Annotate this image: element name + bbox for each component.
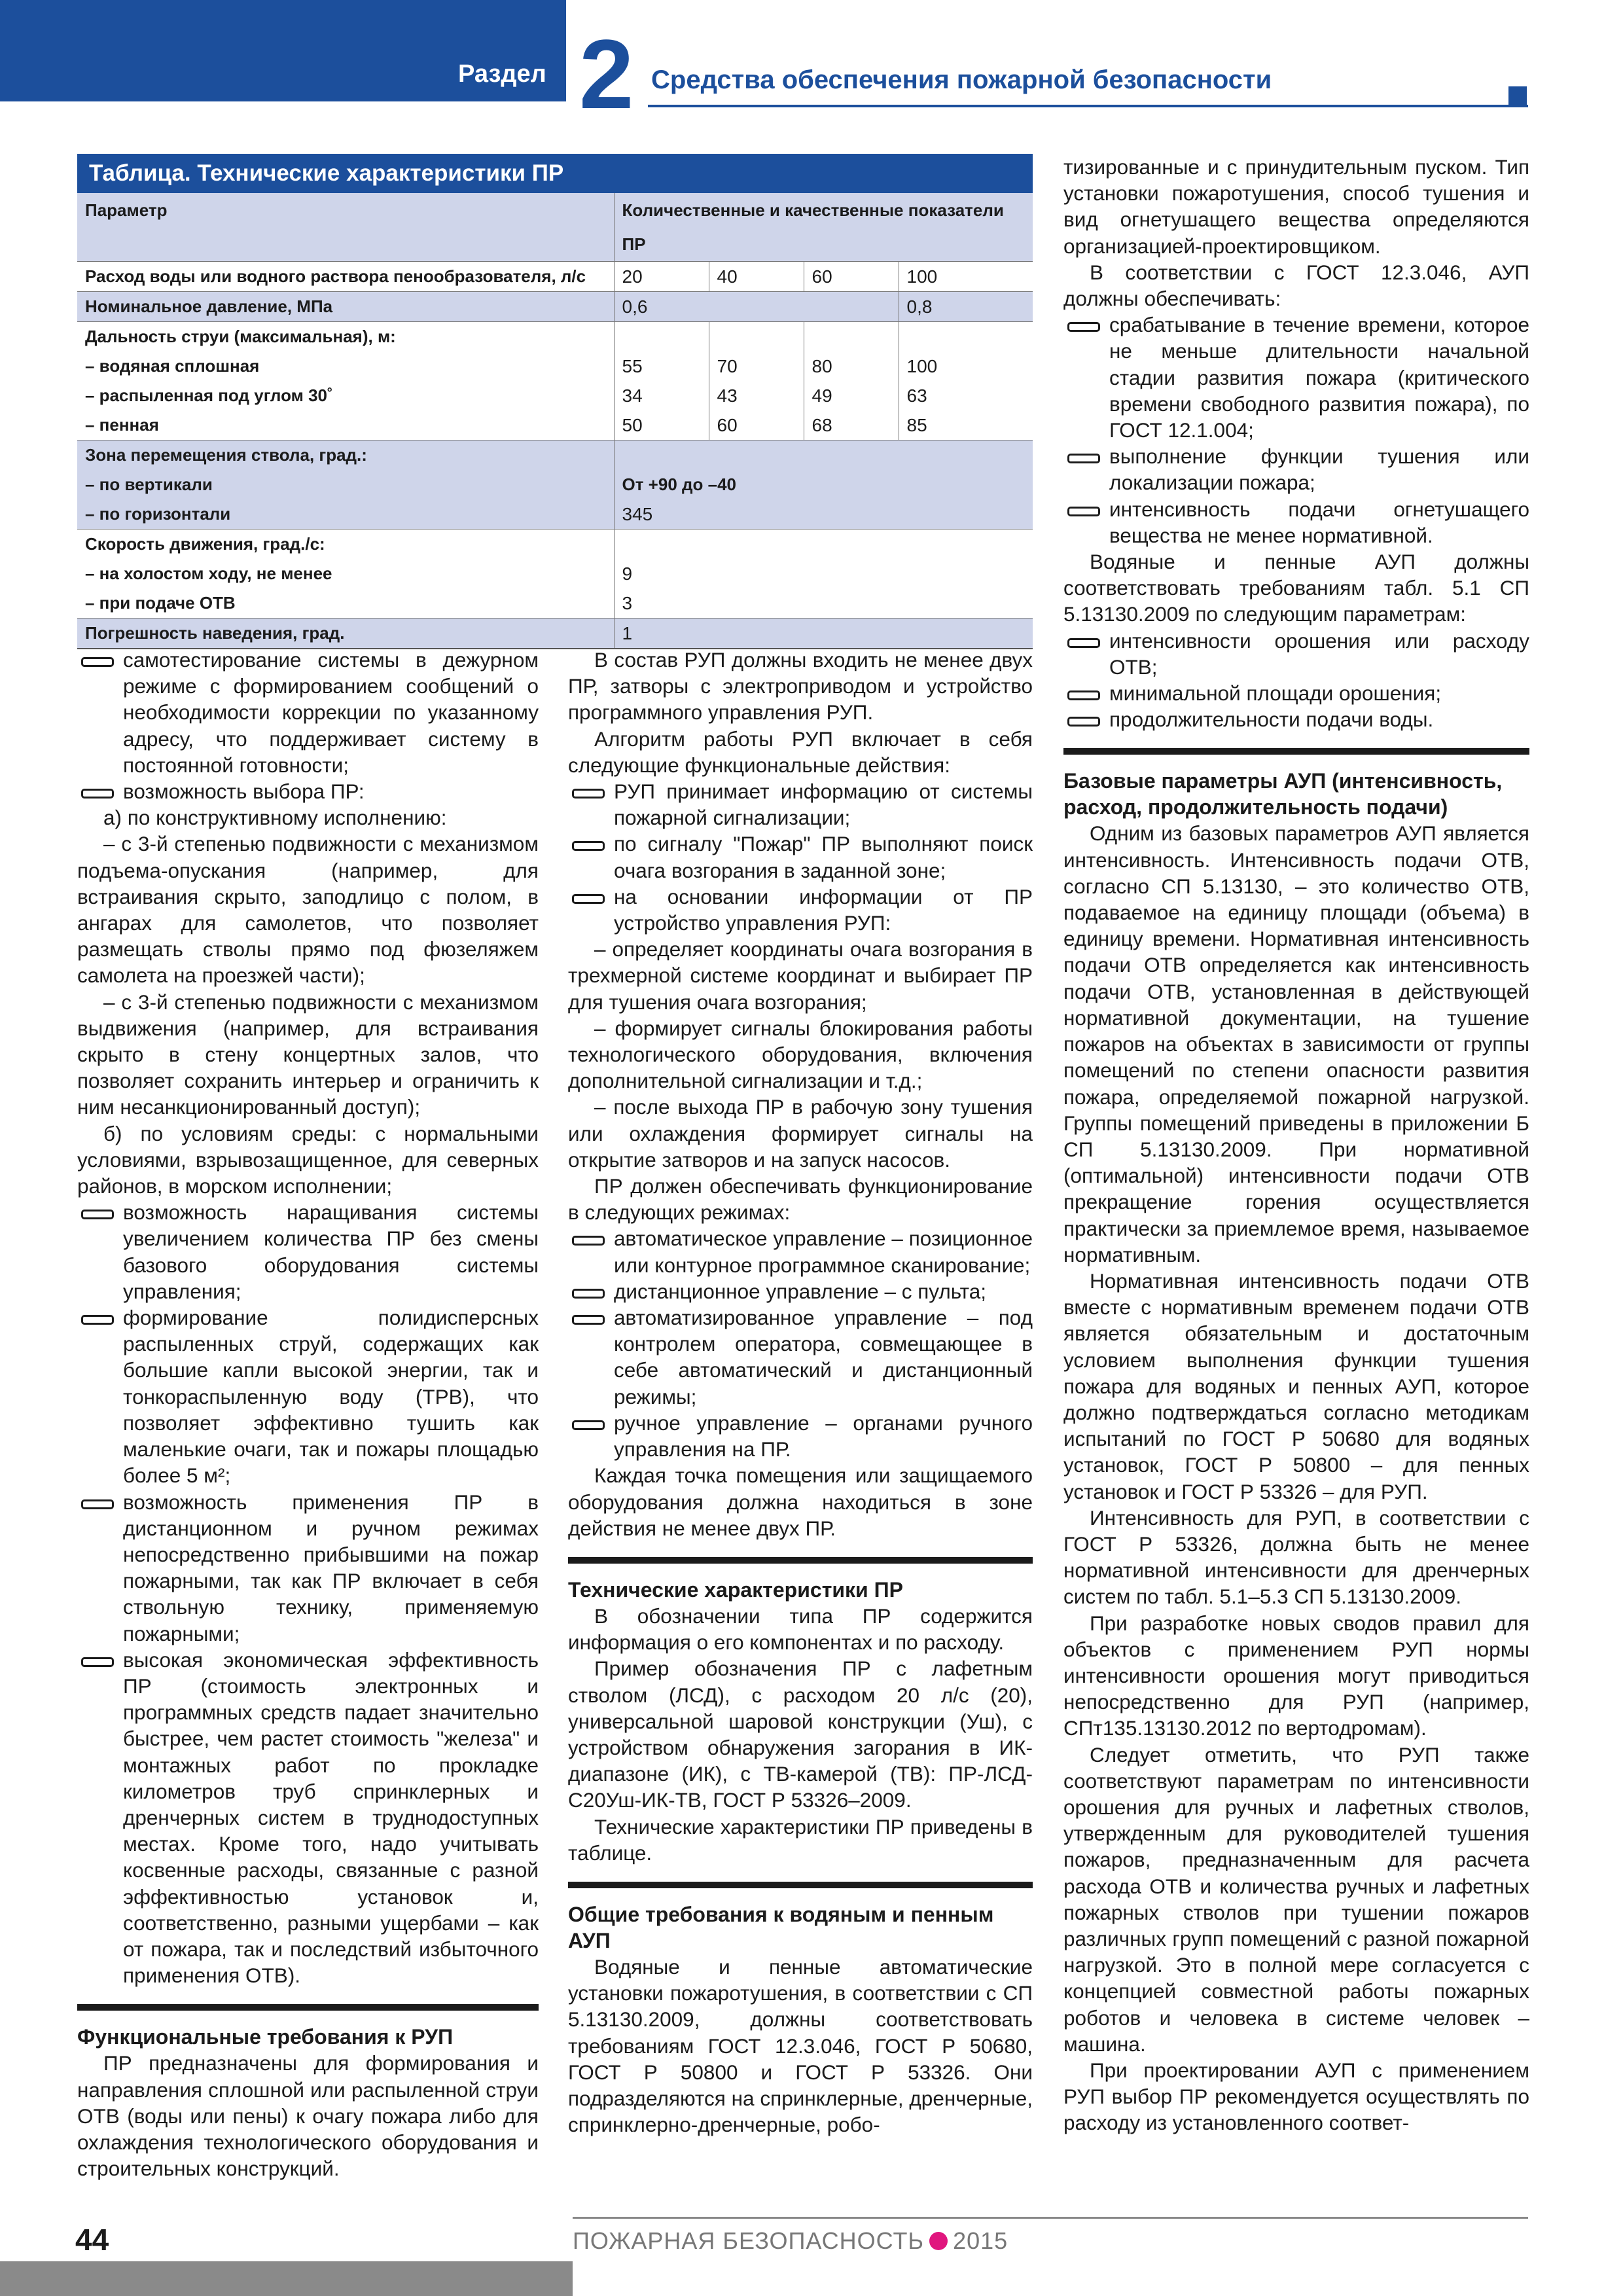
cell: 55 (614, 351, 709, 381)
paragraph: Следует отметить, что РУП также соответствуют параметрам по интенсивности орошения для ручных и лафетных стволов, утвержденным для руководителей тушения пожаров, предназначенным для расчета расхода ОТВ и количества ручных и лафетных пожарных стволов при тушении пожаров различных групп помещений с разной пожарной нагрузкой. Это в полной мере согласуется с концепцией совместной работы пожарных роботов и человека в системе человек – машина. (1063, 1742, 1529, 2056)
magazine-year: 2015 (953, 2227, 1008, 2254)
cell: 34 (614, 381, 709, 410)
paragraph: При проектировании АУП с применением РУП выбор ПР рекомендуется осуществлять по расходу из установленного соответ- (1063, 2058, 1529, 2135)
section-heading: Технические характеристики ПР (568, 1577, 903, 1602)
header-values: Количественные и качественные показатели ПР (614, 193, 1033, 262)
paragraph: Водяные и пенные автоматические установки пожаротушения, в соответствии с СП 5.13130.2009, должны соответствовать требованиям ГОСТ 12.3.046, ГОСТ Р 50680, ГОСТ Р 50800 и ГОСТ Р 53326. Они подразделяются на спринклерные, дренчерные, спринклерно-дренчерные, робо- (568, 1954, 1033, 2137)
paragraph: – после выхода ПР в рабочую зону тушения или охлаждения формирует сигналы на открытие затворов и на запуск насосов. (568, 1095, 1033, 1172)
section-heading: Функциональные требования к РУП (77, 2025, 454, 2049)
paragraph: Технические характеристики ПР приведены в таблице. (568, 1814, 1033, 1865)
footer-bar (0, 2261, 573, 2296)
header-param: Параметр (77, 193, 614, 262)
table-row (77, 292, 1033, 322)
row-label: – при подаче ОТВ (77, 588, 614, 619)
paragraph: – с 3-й степенью подвижности с механизмом подъема-опускания (например, для встраивания скрыто, заподлицо с полом, в ангарах для самолетов, что позволяет размещать стволы прямо под фюзеляжем самолета на проезжей части); (77, 832, 539, 988)
cell: 80 (804, 351, 899, 381)
cell: 85 (899, 410, 1033, 440)
header-rule (648, 105, 1528, 107)
footer-dot-icon (929, 2232, 948, 2250)
bullet-item: автоматизированное управление – под контролем оператора, совмещающее в себе автоматический и дистанционный режимы; (568, 1304, 1033, 1410)
paragraph: б) по условиям среды: с нормальными условиями, взрывозащищенное, для северных районов, в морском исполнении; (77, 1121, 539, 1198)
bullet-item: формирование полидисперсных распыленных струй, содержащих как большие капли высокой энергии, так и тонкораспыленную воду (ТРВ), что позволяет эффективно тушить как маленькие очаги, так и пожары площадью более 5 м²; (77, 1304, 539, 1488)
table-header-row (77, 193, 1033, 262)
cell: 50 (614, 410, 709, 440)
paragraph: Каждая точка помещения или защищаемого оборудования должна находиться в зоне действия не менее двух ПР. (568, 1463, 1033, 1540)
table-row (77, 322, 1033, 352)
cell: 0,8 (899, 292, 1033, 322)
table-row (77, 559, 1033, 588)
row-label: Погрешность наведения, град. (77, 619, 614, 649)
paragraph: ПР предназначены для формирования и направления сплошной или распыленной струи ОТВ (воды или пены) к очагу пожара либо для охлаждения технологического оборудования и строительных конструкций. (77, 2051, 539, 2181)
row-label: – пенная (77, 410, 614, 440)
cell: От +90 до –40 (614, 470, 1033, 499)
bullet-item: возможность наращивания системы увеличением количества ПР без смены базового оборудования системы управления; (77, 1199, 539, 1304)
cell: 60 (709, 410, 804, 440)
section-divider (568, 1882, 1033, 1888)
magazine-name: ПОЖАРНАЯ БЕЗОПАСНОСТЬ (573, 2227, 925, 2254)
magazine-footer (573, 2227, 1008, 2255)
paragraph: ПР должен обеспечивать функционирование в следующих режимах: (568, 1174, 1033, 1225)
section-label: Раздел (458, 60, 546, 88)
row-label: Зона перемещения ствола, град.: (77, 440, 614, 471)
cell: 1 (614, 619, 1033, 649)
text-column-1 (77, 647, 539, 2181)
bullet-item: интенсивности орошения или расходу ОТВ; (1063, 628, 1529, 680)
table-row (77, 529, 1033, 560)
cell: 63 (899, 381, 1033, 410)
paragraph: – с 3-й степенью подвижности с механизмом выдвижения (например, для встраивания скрыто в стену концертных залов, что позволяет сохранить интерьер и ограничить к ним несанкционированный доступ); (77, 990, 539, 1119)
bullet-item: возможность выбора ПР: (77, 778, 539, 804)
bullet-item: выполнение функции тушения или локализации пожара; (1063, 443, 1529, 495)
bullet-item: возможность применения ПР в дистанционном и ручном режимах непосредственно прибывшими на пожар пожарными, так как ПР включает в себя ствольную технику, применяемую пожарными; (77, 1489, 539, 1647)
section-heading: Базовые параметры АУП (интенсивность, расход, продолжительность подачи) (1063, 769, 1503, 819)
paragraph: При разработке новых сводов правил для объектов с применением РУП нормы интенсивности орошения могут приводиться непосредственно для РУП (например, СПт135.13130.2012 по вертодромам). (1063, 1611, 1529, 1740)
section-divider (77, 2004, 539, 2011)
paragraph: Нормативная интенсивность подачи ОТВ вместе с нормативным временем подачи ОТВ является обязательным и достаточным условием выполнения функции тушения пожара для водяных и пенных АУП, которое должно подтверждаться согласно методикам испытаний по ГОСТ Р 50680 для водяных установок, ГОСТ Р 50800 – для пенных установок и ГОСТ Р 53326 – для РУП. (1063, 1268, 1529, 1503)
paragraph: В состав РУП должны входить не менее двух ПР, затворы с электроприводом и устройство программного управления РУП. (568, 648, 1033, 725)
cell: 43 (709, 381, 804, 410)
table-title: Таблица. Технические характеристики ПР (77, 154, 1033, 193)
bullet-item: продолжительности подачи воды. (1063, 706, 1529, 732)
row-label: – на холостом ходу, не менее (85, 564, 332, 583)
paragraph: Интенсивность для РУП, в соответствии с ГОСТ Р 53326, должна быть не менее нормативной интенсивности для дренчерных систем по табл. 5.1–5.3 СП 5.13130.2009. (1063, 1505, 1529, 1609)
cell: 68 (804, 410, 899, 440)
cell: 70 (709, 351, 804, 381)
row-label: – по вертикали (77, 470, 614, 499)
paragraph: В соответствии с ГОСТ 12.3.046, АУП должны обеспечивать: (1063, 260, 1529, 311)
bullet-item: высокая экономическая эффективность ПР (стоимость электронных и программных средств падает значительно быстрее, чем растет стоимость "железа" и монтажных работ по прокладке километров труб спринклерных и дренчерных систем в труднодоступных местах. Кроме того, надо учитывать косвенные расходы, связанные с разной эффективностью установок и, соответственно, разными ущербами – как от пожара, так и последствий избыточного применения ОТВ). (77, 1647, 539, 1989)
paragraph: Пример обозначения ПР с лафетным стволом (ЛСД), с расходом 20 л/с (20), универсальной шаровой конструкции (Уш), с устройством обнаружения загорания в ИК-диапазоне (ИК), с ТВ-камерой (ТВ): ПР-ЛСД-С20Уш-ИК-ТВ, ГОСТ Р 53326–2009. (568, 1657, 1033, 1812)
text-column-2 (568, 647, 1033, 2138)
paragraph: Водяные и пенные АУП должны соответствовать требованиям табл. 5.1 СП 5.13130.2009 по следующим параметрам: (1063, 550, 1529, 626)
row-label: Номинальное давление, МПа (77, 292, 614, 322)
table-row (77, 619, 1033, 649)
bullet-item: срабатывание в течение времени, которое не меньше длительности начальной стадии развития пожара (критического времени свободного развития пожара), по ГОСТ 12.1.004; (1063, 312, 1529, 443)
paragraph: – определяет координаты очага возгорания в трехмерной системе координат и выбирает ПР для тушения очага возгорания; (568, 937, 1033, 1014)
bullet-item: автоматическое управление – позиционное или контурное программное сканирование; (568, 1225, 1033, 1278)
footer-rule (573, 2217, 1528, 2219)
paragraph: тизированные и с принудительным пуском. Тип установки пожаротушения, способ тушения и вид огнетушащего вещества определяются организацией-проектировщиком. (1063, 155, 1529, 258)
table-row (77, 588, 1033, 619)
row-label: – по горизонтали (77, 499, 614, 529)
bullet-item: минимальной площади орошения; (1063, 680, 1529, 706)
paragraph: а) по конструктивному исполнению: (103, 806, 447, 830)
cell: 9 (614, 559, 1033, 588)
bullet-item: по сигналу "Пожар" ПР выполняют поиск очага возгорания в заданной зоне; (568, 831, 1033, 883)
cell: 100 (899, 262, 1033, 292)
cell: 100 (899, 351, 1033, 381)
bullet-item: ручное управление – органами ручного управления на ПР. (568, 1410, 1033, 1462)
section-number: 2 (579, 19, 634, 129)
bullet-item: дистанционное управление – с пульта; (568, 1278, 1033, 1304)
cell: 60 (804, 262, 899, 292)
paragraph: В обозначении типа ПР содержится информация о его компонентах и по расходу. (568, 1604, 1033, 1655)
table-row (77, 351, 1033, 381)
row-label: – водяная сплошная (85, 356, 260, 376)
section-divider (568, 1557, 1033, 1564)
paragraph: Одним из базовых параметров АУП является интенсивность. Интенсивность подачи ОТВ, согласно СП 5.13130, – это количество ОТВ, подаваемое на единицу площади (объема) в единицу времени. Нормативная интенсивность подачи ОТВ определяется как интенсивность подачи ОТВ, установленная в действующей нормативной документации, на тушение пожаров на объектах в зависимости от группы помещений по степени опасности развития пожара, определяемой пожарной нагрузкой. Группы помещений приведены в приложении Б СП 5.13130.2009. При нормативной (оптимальной) интенсивности подачи ОТВ прекращение горения осуществляется практически за приемлемое время, называемое нормативным. (1063, 821, 1529, 1266)
section-heading: Общие требования к водяным и пенным АУП (568, 1902, 994, 1952)
section-title: Средства обеспечения пожарной безопасности (651, 65, 1272, 94)
table-row (77, 410, 1033, 440)
cell: 40 (709, 262, 804, 292)
bullet-item: на основании информации от ПР устройство управления РУП: (568, 884, 1033, 936)
cell: 3 (614, 588, 1033, 619)
paragraph: Алгоритм работы РУП включает в себя следующие функциональные действия: (568, 726, 1033, 777)
row-label: Дальность струи (максимальная), м: (85, 327, 396, 346)
bullet-item: интенсивность подачи огнетушащего вещества не менее нормативной. (1063, 496, 1529, 548)
table-row (77, 381, 1033, 410)
row-label: Скорость движения, град./с: (85, 534, 325, 554)
row-label: Расход воды или водного раствора пенообразователя, л/с (77, 262, 614, 292)
cell: 49 (804, 381, 899, 410)
table-row (77, 440, 1033, 471)
bullet-item: РУП принимает информацию от системы пожарной сигнализации; (568, 778, 1033, 831)
bullet-item: самотестирование системы в дежурном режиме с формированием сообщений о необходимости коррекции по указанному адресу, что поддерживает систему в постоянной готовности; (77, 647, 539, 778)
header-square-marker (1508, 86, 1527, 105)
cell: 0,6 (614, 292, 899, 322)
paragraph: – формирует сигналы блокирования работы технологического оборудования, включения дополнительной сигнализации и т.д.; (568, 1016, 1033, 1093)
cell: 20 (614, 262, 709, 292)
table-row (77, 470, 1033, 499)
section-divider (1063, 748, 1529, 755)
cell: 345 (614, 499, 1033, 529)
text-column-3 (1063, 154, 1529, 2136)
table-row (77, 499, 1033, 529)
table-row (77, 262, 1033, 292)
spec-table (77, 154, 1033, 649)
row-label: – распыленная под углом 30˚ (85, 386, 333, 405)
page-number: 44 (75, 2223, 109, 2257)
